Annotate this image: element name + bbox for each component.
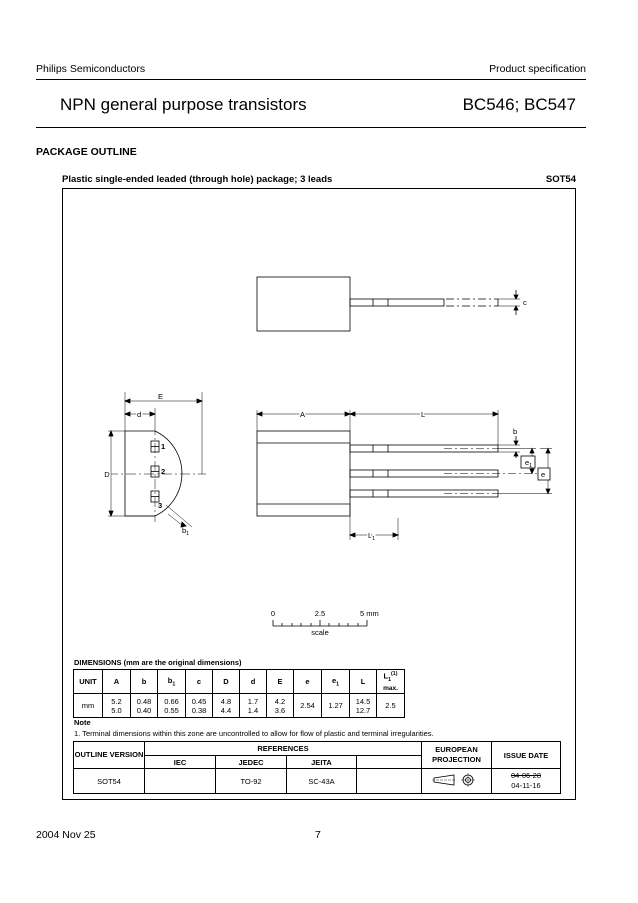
iec-value — [145, 769, 216, 794]
scale-tick-0: 0 — [270, 609, 276, 618]
iec-header: IEC — [145, 756, 216, 769]
label-c: c — [523, 298, 527, 307]
value-unit: mm — [74, 694, 103, 718]
section-title: PACKAGE OUTLINE — [36, 146, 137, 158]
note-text: 1. Terminal dimensions within this zone are uncontrolled to allow for flow of plastic and terminal irregularities. — [74, 729, 434, 738]
part-numbers: BC546; BC547 — [462, 95, 576, 114]
value-e1: 1.27 — [322, 694, 350, 718]
dimensions-caption: DIMENSIONS (mm are the original dimensions) — [74, 658, 242, 667]
value-E: 4.2 3.6 — [267, 694, 294, 718]
dimensions-table — [73, 669, 405, 718]
scale-bar — [271, 609, 379, 637]
header-b: b — [131, 670, 158, 694]
blank-value — [357, 769, 422, 794]
blank-header — [357, 756, 422, 769]
scale-tick-end: 5 mm — [360, 609, 379, 618]
label-L1: $L_1$ — [368, 531, 376, 542]
scale-label: scale — [311, 628, 329, 637]
outline-version-value: SOT54 — [74, 769, 145, 794]
top-view — [257, 277, 527, 331]
value-e: 2.54 — [294, 694, 322, 718]
header-E: E — [267, 670, 294, 694]
value-A: 5.2 5.0 — [103, 694, 131, 718]
projection-symbol-icon — [432, 773, 482, 787]
header-c: c — [186, 670, 213, 694]
label-A: A — [300, 410, 306, 419]
dimensions-header-row — [74, 670, 405, 694]
label-E: E — [158, 392, 164, 401]
value-D: 4.8 4.4 — [213, 694, 240, 718]
references-header: REFERENCES — [145, 742, 422, 756]
label-e1: $e_1$ — [525, 458, 533, 469]
dimensions-values-row — [74, 694, 405, 718]
value-b: 0.48 0.40 — [131, 694, 158, 718]
value-c: 0.45 0.38 — [186, 694, 213, 718]
jeita-value: SC-43A — [287, 769, 357, 794]
label-L: L — [421, 410, 426, 419]
issue-date-new: 04-11-16 — [511, 781, 541, 790]
jedec-header: JEDEC — [216, 756, 287, 769]
header-e: e — [294, 670, 322, 694]
footer-page-number: 7 — [315, 829, 321, 841]
header-e1: $e_1$ — [322, 670, 350, 694]
value-d: 1.7 1.4 — [240, 694, 267, 718]
header-company: Philips Semiconductors — [36, 63, 146, 75]
projection-symbol — [422, 769, 492, 794]
package-description: Plastic single-ended leaded (through hole) package; 3 leads — [62, 174, 333, 185]
header-b1: $b_1$ — [158, 670, 186, 694]
package-code: SOT54 — [545, 174, 576, 185]
issue-date-value — [492, 769, 561, 794]
scale-tick-mid: 2.5 — [314, 609, 326, 618]
label-e: e — [541, 470, 546, 479]
header-d: d — [240, 670, 267, 694]
jedec-value: TO-92 — [216, 769, 287, 794]
references-table — [73, 741, 561, 794]
outline-version-header: OUTLINE VERSION — [74, 742, 145, 769]
note-title: Note — [74, 718, 91, 727]
issue-date-old: 04-06-28 — [510, 771, 542, 780]
header-doc-type: Product specification — [489, 63, 586, 75]
header-unit: UNIT — [74, 670, 103, 694]
header-A: A — [103, 670, 131, 694]
jeita-header: JEITA — [287, 756, 357, 769]
value-L: 14.5 12.7 — [350, 694, 377, 718]
header-L1: $L_1^{(1)}$ max. — [377, 670, 405, 694]
issue-date-header: ISSUE DATE — [492, 742, 561, 769]
side-view — [257, 410, 552, 542]
label-b: b — [513, 427, 518, 436]
pin-3-label: 3 — [158, 501, 163, 510]
value-b1: 0.66 0.55 — [158, 694, 186, 718]
pin-2-label: 2 — [161, 467, 166, 476]
product-title: NPN general purpose transistors — [60, 95, 307, 114]
header-L: L — [350, 670, 377, 694]
label-b1: $b_1$ — [182, 526, 190, 537]
label-d: d — [137, 410, 142, 419]
footer-date: 2004 Nov 25 — [36, 829, 96, 841]
header-D: D — [213, 670, 240, 694]
pin-1-label: 1 — [161, 442, 166, 451]
bottom-view — [104, 392, 206, 537]
european-projection-header: EUROPEAN PROJECTION — [422, 742, 492, 769]
label-D: D — [104, 470, 110, 479]
value-L1: 2.5 — [377, 694, 405, 718]
